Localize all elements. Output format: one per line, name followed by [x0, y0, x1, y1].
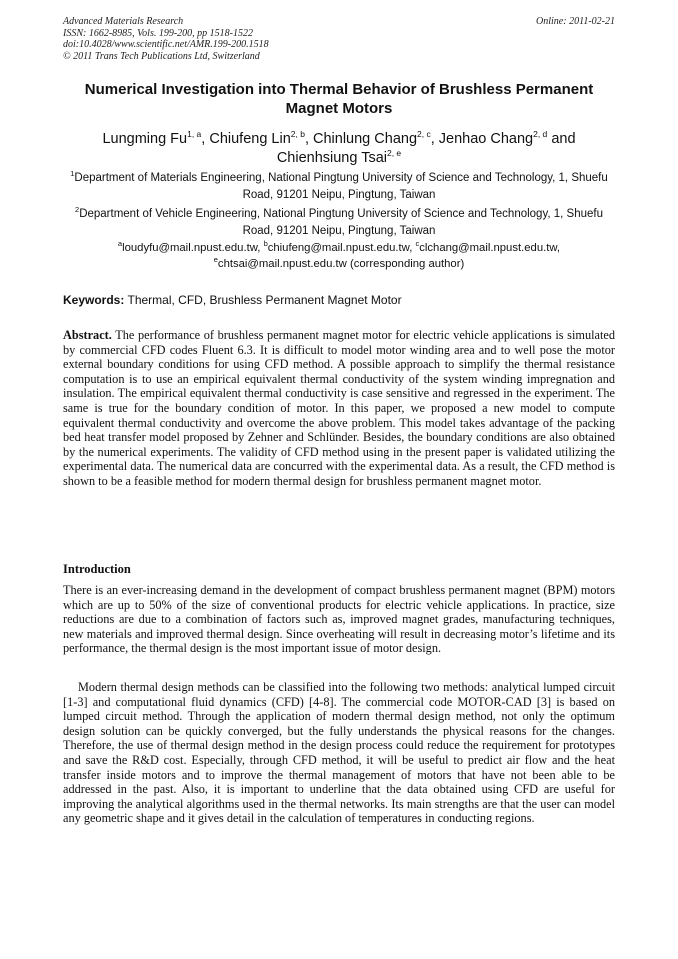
journal-issn: ISSN: 1662-8985, Vols. 199-200, pp 1518-1522	[63, 27, 253, 39]
journal-doi: doi:10.4028/www.scientific.net/AMR.199-200.1518	[63, 39, 269, 50]
author-sup: 1, a	[187, 129, 202, 139]
keywords-text: Thermal, CFD, Brushless Permanent Magnet Motor	[127, 293, 402, 307]
author-name: Chinlung Chang	[313, 131, 418, 147]
introduction-paragraph-1: There is an ever-increasing demand in the development of compact brushless permanent magnet (BPM) motors which are up to 50% of the size of conventional products for electric vehicle applications. In practice, size reductions are due to a combination of factors such as, improved magnet grades, manufacturing techniques, new materials and improved thermal design. Since overheating will result in decreasing motor’s lifetime and its performance, the thermal design is the most important issue of motor design.	[63, 583, 615, 656]
introduction-paragraph-2: Modern thermal design methods can be classified into the following two methods: analytical lumped circuit [1-3] and computational fluid dynamics (CFD) [4-8]. The commercial code MOTOR-CAD [3] is based on lumped circuit method. Through the application of modern thermal design method, not only the optimum design solution can be quickly converged, but the fully understands the physical reasons for the changes. Therefore, the use of thermal design method in the design process could reduce the requirement for prototypes and save the R&D cost. Especially, through CFD method, it will be useful to predict air flow and the heat transfer inside motors and to improve the thermal management of motors that have not been able to be addressed in the past. Also, it is important to underline that the data obtained using CFD are useful for improving the analytical algorithms used in the thermal networks. Its main strengths are that the user can model any geometric shape and it gives detail in the calculation of temperatures in conducting regions.	[63, 680, 615, 826]
abstract-label: Abstract.	[63, 328, 112, 342]
author-name: Chiufeng Lin	[209, 131, 291, 147]
abstract	[63, 328, 615, 489]
author-sup: 2, e	[386, 148, 402, 158]
paper-title: Numerical Investigation into Thermal Behavior of Brushless Permanent Magnet Motors	[84, 81, 594, 117]
email-marker: a	[117, 239, 123, 248]
author-separator: ,	[201, 131, 210, 147]
author-name: Jenhao Chang	[438, 131, 534, 147]
email-c: clchang@mail.npust.edu.tw,	[419, 242, 561, 254]
author-sup: 2, b	[290, 129, 305, 139]
online-date: Online: 2011-02-21	[536, 16, 615, 27]
section-heading-introduction: Introduction	[63, 562, 131, 576]
author-name: Chienhsiung Tsai	[276, 150, 387, 166]
affiliation-1	[63, 170, 615, 204]
email-marker: e	[213, 254, 218, 264]
author-separator: ,	[304, 131, 314, 147]
journal-header	[63, 16, 615, 62]
email-marker: c	[415, 239, 420, 248]
email-b: chiufeng@mail.npust.edu.tw,	[267, 242, 413, 254]
author-sup: 2, d	[533, 129, 548, 139]
affiliation-text: Department of Materials Engineering, National Pingtung University of Science and Technology, 1, Shuefu Road, 91201 Neipu, Pingtung, Taiwan	[74, 172, 608, 201]
author-separator: and	[547, 131, 576, 147]
author-list	[63, 130, 615, 168]
journal-copyright: © 2011 Trans Tech Publications Ltd, Switzerland	[63, 50, 260, 62]
email-marker: b	[263, 239, 268, 248]
email-e: chtsai@mail.npust.edu.tw (corresponding author)	[217, 257, 465, 270]
author-separator: ,	[430, 131, 439, 147]
author-emails	[63, 241, 615, 272]
abstract-text: The performance of brushless permanent magnet motor for electric vehicle applications is simulated by commercial CFD codes Fluent 6.3. It is difficult to model motor winding area and to well pose the motor external boundary conditions for using CFD method. A possible approach to simplify the thermal resistance computation is to use an empirical equivalent thermal conductivity of the system winding impregnation and insulation. The empirical equivalent thermal conductivity is case sensitive and regressed in the experiment. The same is true for the boundary condition of motor. In this paper, we proposed a new model to compute equivalent thermal conductivity and overcome the above problem. This model takes advantage of the packing bed heat transfer model proposed by Zehner and Schlünder. Besides, the boundary conditions are also obtained by the numerical experiments. The validity of CFD method using in the present paper is validated utilizing the experimental data. The numerical data are concurred with the experimental data. As a result, the CFD method is shown to be a feasible method for modern thermal design for brushless permanent magnet motor.	[63, 328, 615, 488]
author-name: Lungming Fu	[102, 131, 188, 147]
affiliation-2	[63, 206, 615, 240]
affiliation-number: 2	[75, 205, 80, 214]
email-a: loudyfu@mail.npust.edu.tw,	[122, 242, 261, 254]
author-sup: 2, c	[417, 129, 431, 139]
keywords	[63, 292, 615, 308]
keywords-label: Keywords:	[63, 293, 125, 307]
affiliation-text: Department of Vehicle Engineering, National Pingtung University of Science and Technology, 1, Shuefu Road, 91201 Neipu, Pingtung, Taiwan	[79, 208, 603, 237]
affiliation-number: 1	[70, 169, 75, 178]
journal-name: Advanced Materials Research	[63, 16, 184, 27]
